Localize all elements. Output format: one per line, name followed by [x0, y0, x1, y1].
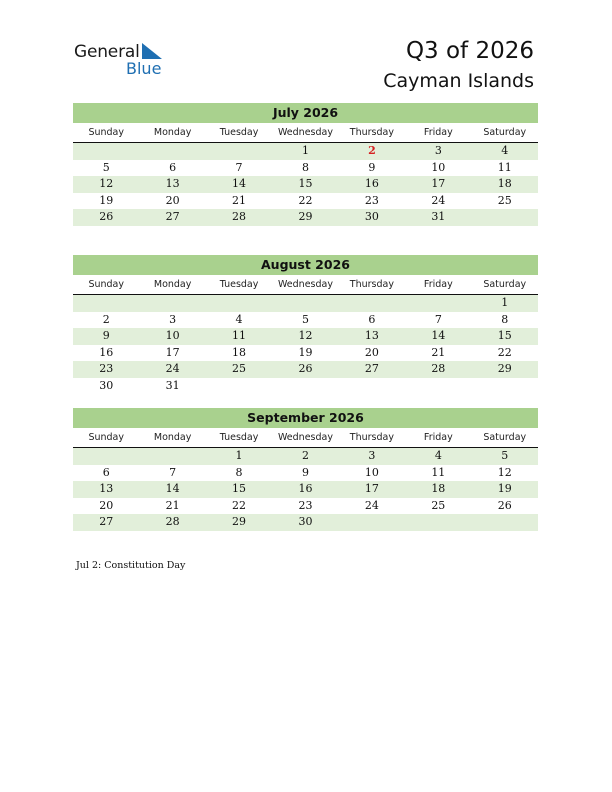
month-title: August 2026 [73, 255, 538, 275]
day-cell: 29 [298, 210, 313, 223]
day-cell: 22 [298, 193, 313, 207]
week-row [73, 160, 538, 177]
page-title: Q3 of 2026 [405, 38, 534, 64]
day-cell: 9 [102, 329, 110, 342]
day-cell: 25 [431, 498, 446, 512]
day-cell: 18 [232, 345, 247, 359]
day-cell: 19 [497, 482, 512, 495]
day-cell: 2 [102, 312, 110, 326]
day-cell: 12 [298, 329, 313, 342]
month-title: July 2026 [73, 103, 538, 123]
day-cell: 11 [497, 160, 512, 174]
weekday-label: Friday [423, 127, 453, 138]
day-cell: 14 [165, 482, 180, 495]
day-cell [405, 514, 471, 531]
day-cell: 6 [169, 160, 177, 174]
day-cell: 23 [298, 498, 313, 512]
day-cell: 15 [232, 482, 247, 495]
weekday-label: Monday [153, 279, 192, 290]
week-row [73, 498, 538, 515]
day-cell: 25 [497, 193, 512, 207]
weekday-header-row [73, 431, 538, 448]
week-row [73, 209, 538, 226]
week-row [73, 176, 538, 193]
day-cell: 16 [99, 345, 114, 359]
day-cell: 7 [434, 312, 442, 326]
weekday-header-row [73, 278, 538, 295]
day-cell: 3 [434, 144, 442, 157]
week-row [73, 328, 538, 345]
day-cell: 22 [232, 498, 247, 512]
day-cell: 23 [364, 193, 379, 207]
day-cell: 11 [232, 329, 247, 342]
day-cell: 27 [99, 515, 114, 528]
day-cell: 26 [99, 210, 114, 223]
logo-word-blue: Blue [126, 59, 162, 78]
day-cell: 4 [235, 312, 243, 326]
day-cell: 16 [298, 482, 313, 495]
week-row [73, 193, 538, 210]
day-cell: 15 [298, 177, 313, 190]
week-row [73, 295, 538, 312]
day-cell: 31 [431, 210, 446, 223]
weekday-label: Sunday [88, 279, 124, 290]
day-cell: 18 [431, 482, 446, 495]
holiday-note: Jul 2: Constitution Day [76, 560, 186, 571]
weekday-label: Saturday [483, 127, 527, 138]
weekday-label: Tuesday [219, 432, 259, 443]
logo-word-general: General [74, 42, 140, 62]
week-row [73, 378, 538, 395]
day-cell [139, 295, 205, 312]
day-cell: 24 [165, 362, 180, 375]
day-cell [405, 295, 471, 312]
day-cell: 24 [431, 193, 446, 207]
weekday-label: Friday [423, 279, 453, 290]
day-cell: 28 [165, 515, 180, 528]
day-cell [206, 295, 272, 312]
day-cell: 8 [501, 312, 509, 326]
week-row [73, 143, 538, 160]
month-calendar [73, 103, 538, 226]
day-cell [139, 143, 205, 160]
day-cell: 13 [364, 329, 379, 342]
day-cell: 5 [301, 312, 309, 326]
weekday-label: Saturday [483, 279, 527, 290]
day-cell [472, 209, 538, 226]
day-cell: 18 [497, 177, 512, 190]
month-calendar [73, 408, 538, 531]
day-cell [73, 448, 139, 465]
day-cell: 19 [298, 345, 313, 359]
weekday-label: Sunday [88, 432, 124, 443]
day-cell: 10 [364, 465, 379, 479]
day-cell: 26 [298, 362, 313, 375]
day-cell: 10 [431, 160, 446, 174]
day-cell: 9 [301, 465, 309, 479]
day-cell [73, 295, 139, 312]
day-cell: 2 [368, 144, 376, 157]
month-calendar [73, 255, 538, 394]
day-cell: 11 [431, 465, 446, 479]
weekday-label: Monday [153, 432, 192, 443]
weekday-label: Wednesday [277, 279, 333, 290]
day-cell [472, 378, 538, 395]
day-cell: 31 [165, 378, 180, 392]
day-cell [272, 378, 338, 395]
day-cell: 30 [99, 378, 114, 392]
day-cell: 24 [364, 498, 379, 512]
day-cell: 29 [497, 362, 512, 375]
day-cell: 20 [364, 345, 379, 359]
weekday-label: Thursday [349, 279, 394, 290]
weekday-label: Monday [153, 127, 192, 138]
day-cell: 7 [235, 160, 243, 174]
day-cell [339, 295, 405, 312]
weekday-header-row [73, 126, 538, 143]
logo [74, 42, 174, 78]
day-cell: 1 [501, 296, 509, 309]
day-cell: 26 [497, 498, 512, 512]
weekday-label: Wednesday [277, 127, 333, 138]
day-cell: 20 [165, 193, 180, 207]
day-cell: 7 [169, 465, 177, 479]
day-cell: 27 [165, 210, 180, 223]
day-cell: 1 [301, 144, 309, 157]
day-cell [139, 448, 205, 465]
day-cell: 4 [501, 144, 509, 157]
page-subtitle: Cayman Islands [383, 70, 534, 92]
day-cell: 6 [368, 312, 376, 326]
day-cell [206, 143, 272, 160]
week-row [73, 312, 538, 329]
day-cell: 19 [99, 193, 114, 207]
day-cell: 12 [99, 177, 114, 190]
week-row [73, 481, 538, 498]
weekday-label: Friday [423, 432, 453, 443]
day-cell: 16 [364, 177, 379, 190]
day-cell: 5 [102, 160, 110, 174]
day-cell: 3 [368, 449, 376, 462]
day-cell [339, 378, 405, 395]
month-title: September 2026 [73, 408, 538, 428]
day-cell [472, 514, 538, 531]
weekday-label: Sunday [88, 127, 124, 138]
day-cell: 12 [497, 465, 512, 479]
day-cell: 14 [232, 177, 247, 190]
day-cell: 21 [431, 345, 446, 359]
day-cell: 17 [165, 345, 180, 359]
day-cell: 21 [232, 193, 247, 207]
day-cell: 30 [364, 210, 379, 223]
weekday-label: Thursday [349, 432, 394, 443]
day-cell: 20 [99, 498, 114, 512]
day-cell: 8 [235, 465, 243, 479]
day-cell: 28 [431, 362, 446, 375]
day-cell: 14 [431, 329, 446, 342]
day-cell: 25 [232, 362, 247, 375]
day-cell: 23 [99, 362, 114, 375]
week-row [73, 465, 538, 482]
week-row [73, 361, 538, 378]
day-cell [405, 378, 471, 395]
day-cell: 15 [497, 329, 512, 342]
day-cell: 22 [497, 345, 512, 359]
day-cell: 17 [431, 177, 446, 190]
day-cell: 2 [301, 449, 309, 462]
day-cell: 17 [364, 482, 379, 495]
weekday-label: Tuesday [219, 127, 259, 138]
weekday-label: Saturday [483, 432, 527, 443]
weekday-label: Tuesday [219, 279, 259, 290]
day-cell: 9 [368, 160, 376, 174]
day-cell: 13 [165, 177, 180, 190]
day-cell: 8 [301, 160, 309, 174]
week-row [73, 514, 538, 531]
day-cell [73, 143, 139, 160]
day-cell: 30 [298, 515, 313, 528]
day-cell: 13 [99, 482, 114, 495]
week-row [73, 345, 538, 362]
week-row [73, 448, 538, 465]
day-cell: 10 [165, 329, 180, 342]
day-cell: 1 [235, 449, 243, 462]
day-cell [339, 514, 405, 531]
day-cell [206, 378, 272, 395]
day-cell: 4 [434, 449, 442, 462]
day-cell: 3 [169, 312, 177, 326]
day-cell: 6 [102, 465, 110, 479]
day-cell: 5 [501, 449, 509, 462]
weekday-label: Thursday [349, 127, 394, 138]
day-cell: 29 [232, 515, 247, 528]
weekday-label: Wednesday [277, 432, 333, 443]
day-cell: 28 [232, 210, 247, 223]
day-cell: 21 [165, 498, 180, 512]
day-cell [272, 295, 338, 312]
day-cell: 27 [364, 362, 379, 375]
